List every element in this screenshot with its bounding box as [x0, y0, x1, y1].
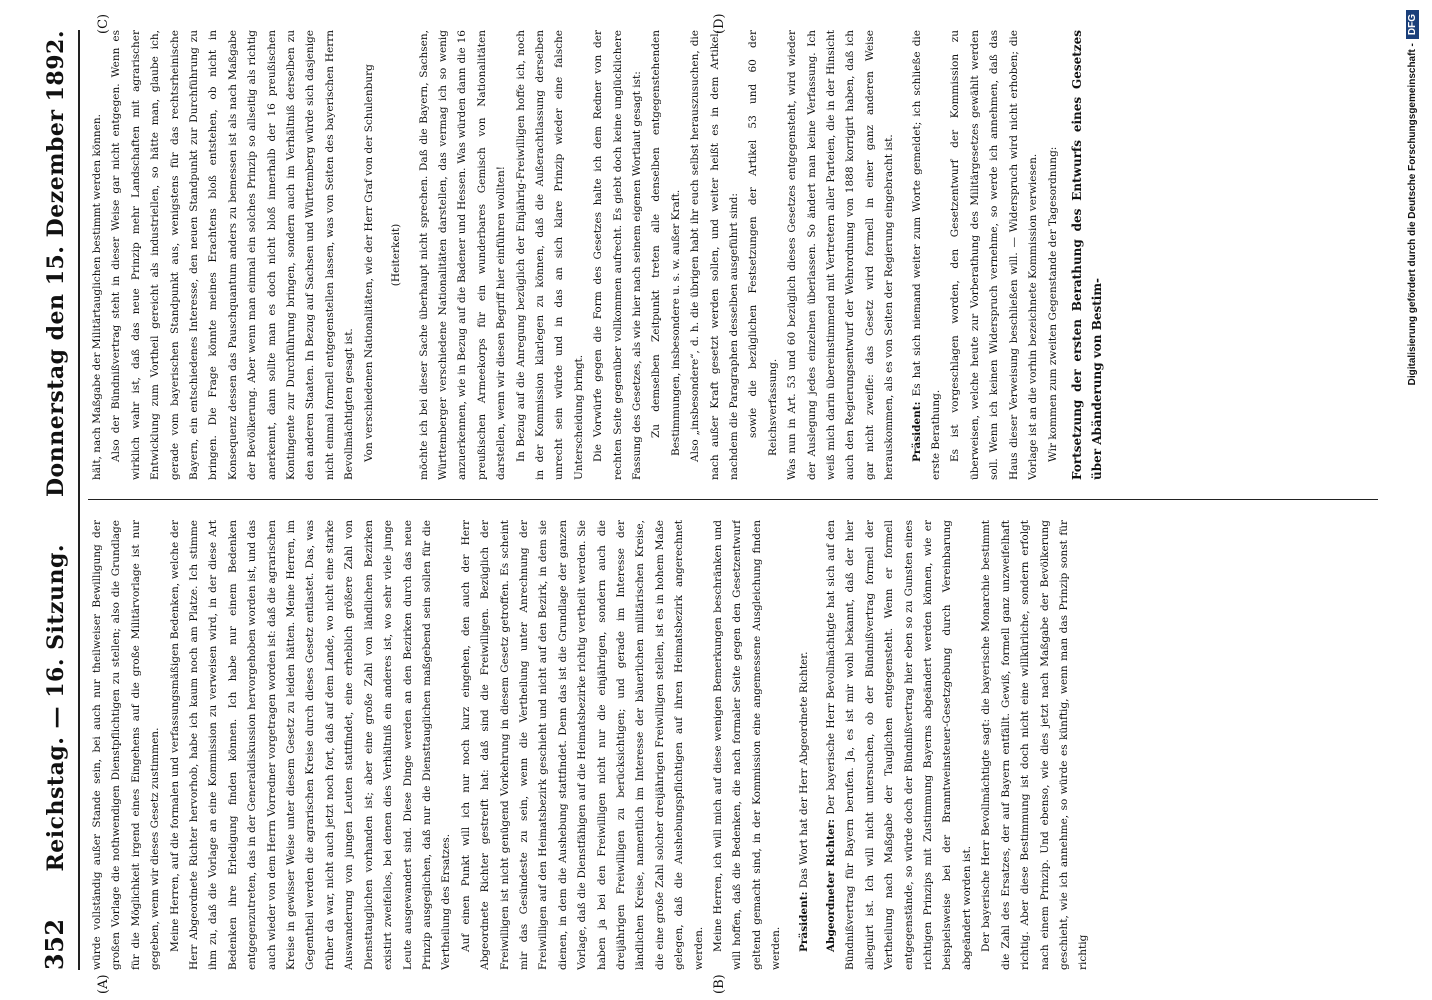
- speaker-label: Präsident:: [797, 891, 810, 952]
- left-column: [88, 520, 1388, 970]
- speaker-text: Es hat sich niemand weiter zum Worte gemeldet; ich schließe die erste Berathung.: [910, 30, 943, 480]
- interjection: (Heiterkeit): [390, 223, 403, 287]
- speaker-paragraph: [908, 30, 947, 480]
- dfg-logo: DFG: [1406, 10, 1419, 39]
- margin-marker-c: (C): [96, 13, 111, 34]
- header-rule: [78, 30, 80, 970]
- column-divider: [88, 499, 1378, 500]
- paragraph: Von verschiedenen Nationalitäten, wie der Herr Graf von der Schulenburg: [362, 64, 375, 462]
- paragraph: hält, nach Maßgabe der Militärtauglichen bestimmt werden können.: [91, 114, 103, 480]
- digitization-credit: [1402, 0, 1424, 1000]
- speaker-text: Das Wort hat der Herr Abgeordnete Richter.: [797, 651, 810, 889]
- speaker-label: Präsident:: [910, 401, 923, 462]
- speaker-paragraph: [822, 520, 977, 970]
- margin-marker-b: (B): [712, 974, 727, 994]
- header-left-title: Reichstag. — 16. Sitzung.: [43, 543, 69, 872]
- margin-marker-a: (A): [96, 974, 111, 994]
- margin-marker-d: (D): [712, 13, 727, 34]
- header-right-title: Donnerstag den 15. Dezember 1892.: [43, 30, 69, 498]
- page-header: [40, 30, 76, 970]
- paragraph: Also der Bündnißvertrag steht in dieser Weise gar nicht entgegen. Wenn es wirklich wahr ist, daß das neue Prinzip mehr Landschaften mit agrarischer Entwicklung zum Vortheil gereicht als industriellen, so hätte man, glaube ich, gerade vom bayerischen Standpunkt aus, wenigstens für das rechtsrheinische Bayern, ein entschiedenes Interesse, den neuen Standpunkt zur Durchführung zu bringen. Die Frage könnte meines Erachtens bloß entstehen, ob nicht in Konsequenz dessen das Pauschquantum anders zu bemessen ist als nach Maßgabe der Bevölkerung. Aber wenn man einmal ein solches Prinzip so allseitig als richtig anerkennt, dann sollte man es doch nicht bloß innerhalb der 16 preußischen Kontingente zur Durchführung bringen, sondern auch im Verhältniß derselben zu den anderen Staaten. In Bezug auf Sachsen und Württemberg würde sich dasjenige nicht einmal formell entgegenstellen lassen, was von Seiten des bayerischen Herrn Bevollmächtigten gesagt ist.: [110, 30, 356, 480]
- paragraph: In Bezug auf die Anregung bezüglich der Einjährig-Freiwilligen hoffe ich, noch in der Kommission klarlegen zu können, daß die Außerachtlassung derselben unrecht sein würde und in das an sich klare Prinzip wieder eine falsche Unterscheidung bringt.: [514, 30, 585, 480]
- paragraph: Es ist vorgeschlagen worden, den Gesetzentwurf der Kommission zu überweisen, welche heute zur Vorberathung des Militärgesetzes gewählt werden soll. Wenn ich keinen Widerspruch vernehme, so werde ich annehmen, daß das Haus dieser Verweisung beschließen will. — Widerspruch wird nicht erhoben; die Vorlage ist an die vorhin bezeichnete Kommission verwiesen.: [949, 30, 1040, 480]
- credit-text: Digitalisierung gefördert durch die Deutsche Forschungsgemeinschaft -: [1407, 43, 1418, 386]
- speaker-paragraph: [795, 520, 814, 970]
- speaker-text: Der bayerische Herr Bevollmächtigte hat sich auf den Bündnißvertrag für Bayern berufen. Ja, es ist mir wohl bekannt, daß der hier alleguirt ist. Ich will nicht untersuchen, ob der Bündnißvertrag formell der Vertheilung nach Maßgabe der Tauglichen entgegensteht. Wenn er formell entgegenstände, so würde doch der Bündnißvertrag hier eben so zu Gunsten eines richtigen Prinzips mit Zustimmung Bayerns abgeändert werden können, wie er beispielsweise bei der Branntweinsteuer-Gesetzgebung durch Vereinbarung abgeändert worden ist.: [825, 520, 973, 970]
- quotation: sowie die bezüglichen Festsetzungen der Artikel 53 und 60 der Reichsverfassung.: [747, 30, 779, 456]
- agenda-heading: Fortsetzung der ersten Berathung des Entwurfs eines Gesetzes über Abänderung von Bestim-: [1069, 30, 1104, 480]
- page-number: 352: [40, 918, 69, 970]
- paragraph: Was nun in Art. 53 und 60 bezüglich dieses Gesetzes entgegensteht, wird wieder der Auslegung jedes einzelnen überlassen. So ändert man keine Verfassung. Ich weiß mich darin übereinstimmend mit Vertretern aller Parteien, die in der Hinsicht auch den Regierungsentwurf der Wehrordnung von 1888 korrigirt haben, daß ich gar nicht zweifle: das Gesetz wird formell in einer ganz anderen Weise herauskommen, als es von Seiten der Regierung eingebracht ist.: [786, 30, 896, 480]
- paragraph: Meine Herren, auf die formalen und verfassungsmäßigen Bedenken, welche der Herr Abgeordnete Richter hervorhob, habe ich kaum noch am Platze. Ich stimme ihm zu, daß die Vorlage an eine Kommission zu verweisen wird, in der diese Art Bedenken ihre Erledigung finden können. Ich habe nur einem Bedenken entgegenzutreten, das in der Generaldiskussion hervorgehoben worden ist, und das auch wieder von dem Herrn Vorredner vorgetragen worden ist: daß die agrarischen Kreise in gewisser Weise unter diesem Gesetz zu leiden hätten. Meine Herren, im Gegentheil werden die agrarischen Kreise durch dieses Gesetz entlastet. Das, was früher da war, nicht auch jetzt noch fort, daß auf dem Lande, wo nicht eine starke Auswanderung von jungen Leuten stattfindet, eine erheblich größere Zahl von Diensttauglichen vorhanden ist; aber eine große Zahl von ländlichen Bezirken existirt zweifellos, bei denen dies Verhältniß ein anderes ist, wo sehr viele junge Leute ausgewandert sind. Diese Dinge werden an den Bezirken durch das neue Prinzip ausgeglichen, daß nur die Diensttauglichen maßgebend sein sollen für die Vertheilung des Ersatzes.: [168, 520, 453, 970]
- speaker-label: Abgeordneter Richter:: [825, 818, 838, 952]
- paragraph: möchte ich bei dieser Sache überhaupt nicht sprechen. Daß die Bayern, Sachsen, Württemberger verschiedene Nationalitäten darstellen, das vermag ich so wenig anzuerkennen, wie in Bezug auf die Badener und Hessen. Was würden dann die 16 preußischen Armeekorps für ein wunderbares Gemisch von Nationalitäten darstellen, wenn wir diesen Begriff hier einführen wollten!: [417, 30, 508, 480]
- paragraph: Die Vorwürfe gegen die Form des Gesetzes halte ich dem Redner von der rechten Seite gegenüber vollkommen aufrecht. Es giebt doch keine unglücklichere Fassung des Gesetzes, als wie hier nach seinem eigenen Wortlaut gesagt ist:: [592, 30, 643, 480]
- right-column: [88, 30, 1388, 480]
- paragraph: Der bayerische Herr Bevollmächtigte sagt: die bayerische Monarchie bestimmt die Zahl des Ersatzes, der auf Bayern entfällt. Gewiß, formell ganz unzweifelhaft richtig. Aber diese Bestimmung ist doch nicht eine willkürliche, sondern erfolgt nach einem Prinzip. Und ebenso, wie dies jetzt nach Maßgabe der Bevölkerung geschieht, wie ich annehme, so würde es künftig, wenn man das Prinzip sonst für richtig: [980, 520, 1090, 970]
- quotation: Zu demselben Zeitpunkt treten alle denselben entgegenstehenden Bestimmungen, insbesondere u. s. w. außer Kraft.: [650, 30, 682, 456]
- paragraph: Meine Herren, ich will mich auf diese wenigen Bemerkungen beschränken und will hoffen, daß die Bedenken, die nach formaler Seite gegen den Gesetzentwurf geltend gemacht sind, in der Kommission eine angemessene Ausgleichung finden werden.: [712, 520, 783, 970]
- paragraph: Wir kommen zum zweiten Gegenstande der Tagesordnung:: [1046, 146, 1059, 462]
- paragraph: würde vollständig außer Stande sein, bei auch nur theilweiser Bewilligung der großen Vorlage die nothwendigen Dienstpflichtigen zu stellen; also die Grundlage für die Möglichkeit irgend eines Eingehens auf die große Militärvorlage ist nur gegeben, wenn wir dieses Gesetz zustimmen.: [91, 520, 162, 970]
- paragraph: Also „insbesondere“, d. h. die übrigen habt ihr euch selbst herauszusuchen, die nach außer Kraft gesetzt werden sollen, und weiter heißt es in dem Artikel, nachdem die Paragraphen desselben ausgeführt sind:: [689, 30, 740, 480]
- paragraph: Auf einen Punkt will ich nur noch kurz eingehen, den auch der Herr Abgeordnete Richter gestreift hat: daß sind die Freiwilligen. Bezüglich der Freiwilligen ist nicht genügend Vorkehrung in diesem Gesetz getroffen. Es scheint mir das Gesündeste zu sein, wenn die Vertheilung unter Anrechnung der Freiwilligen auf den Heimatsbezirk geschieht und nicht auf den Bezirk, in dem sie dienen, in dem die Aushebung stattfindet. Denn das ist die Grundlage der ganzen Vorlage, daß die Dienstfähigen auf die Heimatsbezirke richtig vertheilt werden. Sie haben ja bei den Freiwilligen nicht nur die einjährigen, sondern auch die dreijährigen Freiwilligen zu berücksichtigen; und gerade im Interesse der ländlichen Kreise, namentlich im Interesse der bäuerlichen militärischen Kreise, die eine große Zahl solcher dreijährigen Freiwilligen stellen, ist es in hohem Maße gelegen, daß die Aushebungspflichtigen auf ihren Heimatsbezirk angerechnet werden.: [459, 520, 705, 970]
